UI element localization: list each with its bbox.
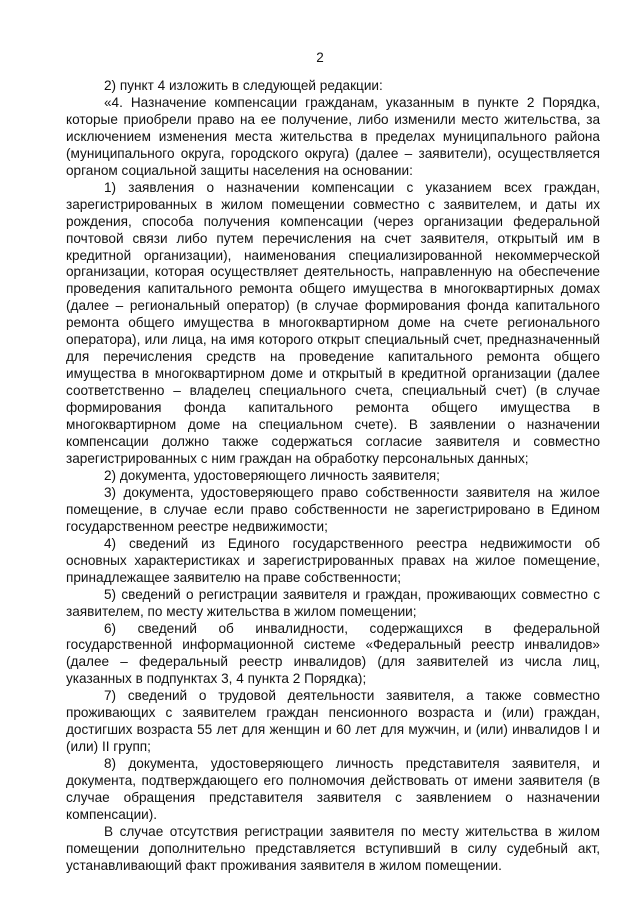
paragraph-subitem-3: 3) документа, удостоверяющего право собственности заявителя на жилое помещение, в случае если право собственности не зарегистрировано в Едином государственном реестре недвижимости; [66,484,600,534]
paragraph-subitem-1: 1) заявления о назначении компенсации с указанием всех граждан, зарегистрированных в жилом помещении совместно с заявителем, и даты их рождения, способа получения компенсации (через организации федеральной почтовой связи либо путем перечисления на счет заявителя, открытый им в кредитной организации), наименования специализированной некоммерческой организации, которая осуществляет деятельность, направленную на обеспечение проведения капитального ремонта общего имущества в многоквартирных домах (далее – региональный оператор) (в случае формирования фонда капитального ремонта общего имущества в многоквартирном доме на счете регионального оператора), или лица, на имя которого открыт специальный счет, предназначенный для перечисления средств на проведение капитального ремонта общего имущества в многоквартирном доме и открытый в кредитной организации (далее соответственно – владелец специального счета, специальный счет) (в случае формирования фонда капитального ремонта общего имущества в многоквартирном доме на специальном счете). В заявлении о назначении компенсации должно также содержаться согласие заявителя и совместно зарегистрированных с ним граждан на обработку персональных данных; [66,179,600,466]
paragraph-clause-4: «4. Назначение компенсации гражданам, указанным в пункте 2 Порядка, которые приобрели право на ее получение, либо изменили место жительства, за исключением изменения места жительства в пределах муниципального района (муниципального округа, городского округа) (далее – заявители), осуществляется органом социальной защиты населения на основании: [66,94,600,178]
paragraph-subitem-5: 5) сведений о регистрации заявителя и граждан, проживающих совместно с заявителем, по месту жительства в жилом помещении; [66,586,600,619]
paragraph-subitem-2: 2) документа, удостоверяющего личность заявителя; [104,467,440,483]
paragraph-subitem-7: 7) сведений о трудовой деятельности заявителя, а также совместно проживающих с заявителем граждан пенсионного возраста и (или) граждан, достигших возраста 55 лет для женщин и 60 лет для мужчин, и (или) инвалидов I и (или) II групп; [66,688,600,755]
paragraph-item-2-intro: 2) пункт 4 изложить в следующей редакции: [104,78,383,93]
paragraph-subitem-8: 8) документа, удостоверяющего личность представителя заявителя, и документа, подтверждающего его полномочия действовать от имени заявителя (в случае обращения представителя заявителя с заявлением о назначении компенсации). [66,756,600,822]
paragraph-subitem-4: 4) сведений из Единого государственного реестра недвижимости об основных характеристиках и зарегистрированных правах на жилое помещение, принадлежащее заявителю на праве собственности; [66,535,600,585]
document-body [66,78,600,875]
paragraph-closing: В случае отсутствия регистрации заявителя по месту жительства в жилом помещении дополнительно представляется вступивший в силу судебный акт, устанавливающий факт проживания заявителя в жилом помещении. [66,823,600,873]
page-number: 2 [316,50,324,65]
paragraph-subitem-6: 6) сведений об инвалидности, содержащихся в федеральной государственной информационной системе «Федеральный реестр инвалидов» (далее – федеральный реестр инвалидов) (для заявителей из числа лиц, указанных в подпунктах 3, 4 пункта 2 Порядка); [66,620,600,687]
